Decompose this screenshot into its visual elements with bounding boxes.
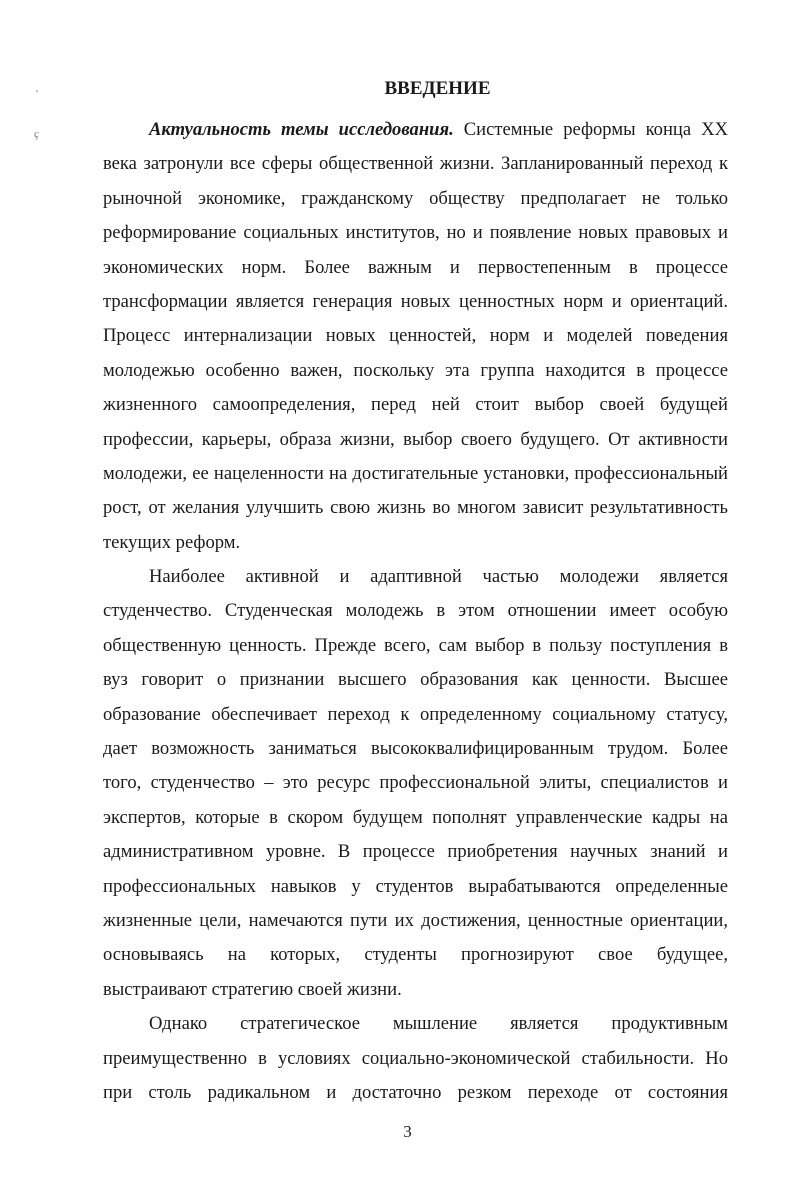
text-line: основываясь на которых, студенты прогнозируют свое будущее, (103, 944, 728, 966)
margin-mark: ' (36, 88, 38, 100)
text-line: образование обеспечивает переход к определенному социальному статусу, (103, 703, 728, 725)
body-text (103, 113, 728, 1110)
text-line: молодежью особенно важен, поскольку эта группа находится в процессе (103, 359, 728, 381)
paragraph-3 (103, 1007, 728, 1110)
text-line: реформирование социальных институтов, но и появление новых правовых и (103, 222, 728, 244)
text-line: рыночной экономике, гражданскому обществу предполагает не только (103, 187, 728, 209)
text-line: века затронули все сферы общественной жизни. Запланированный переход к (103, 153, 728, 175)
lead-phrase: Актуальность темы исследования. (149, 119, 454, 140)
paragraph-2 (103, 560, 728, 1007)
margin-mark: ҫ (34, 128, 39, 140)
paragraph-1 (103, 113, 728, 560)
text-line: экономических норм. Более важным и первостепенным в процессе (103, 256, 728, 278)
text-line: студенчество. Студенческая молодежь в этом отношении имеет особую (103, 600, 728, 622)
page-number: 3 (403, 1122, 412, 1141)
text-line: молодежи, ее нацеленности на достигательные установки, профессиональный (103, 462, 728, 484)
text-line: Однако стратегическое мышление является продуктивным (149, 1013, 728, 1035)
text-line: жизненные цели, намечаются пути их достижения, ценностные ориентации, (103, 909, 728, 931)
text-line: рост, от желания улучшить свою жизнь во многом зависит результативность (103, 497, 728, 519)
text-line: вуз говорит о признании высшего образования как ценности. Высшее (103, 669, 728, 691)
text-line: профессии, карьеры, образа жизни, выбор своего будущего. От активности (103, 428, 728, 450)
text-line: жизненного самоопределения, перед ней стоит выбор своей будущей (103, 394, 728, 416)
text-line: Процесс интернализации новых ценностей, норм и моделей поведения (103, 325, 728, 347)
text-line: административном уровне. В процессе приобретения научных знаний и (103, 841, 728, 863)
text-line: трансформации является генерация новых ценностных норм и ориентаций. (103, 290, 728, 312)
text-line: Наиболее активной и адаптивной частью молодежи является (149, 566, 728, 588)
text-line: Актуальность темы исследования. Системные реформы конца XX (149, 119, 728, 140)
text-line: экспертов, которые в скором будущем пополнят управленческие кадры на (103, 806, 728, 828)
text-line: при столь радикальном и достаточно резком переходе от состояния (103, 1081, 728, 1103)
text-line: текущих реформ. (103, 531, 241, 553)
section-heading: ВВЕДЕНИЕ (384, 78, 491, 99)
text-line: того, студенчество – это ресурс профессиональной элиты, специалистов и (103, 772, 728, 794)
text-line: выстраивают стратегию своей жизни. (103, 978, 402, 1000)
text-line: преимущественно в условиях социально-экономической стабильности. Но (103, 1047, 728, 1069)
text-line: общественную ценность. Прежде всего, сам выбор в пользу поступления в (103, 634, 728, 656)
text-line: дает возможность заниматься высококвалифицированным трудом. Более (103, 738, 728, 760)
text-line: профессиональных навыков у студентов вырабатываются определенные (103, 875, 728, 897)
